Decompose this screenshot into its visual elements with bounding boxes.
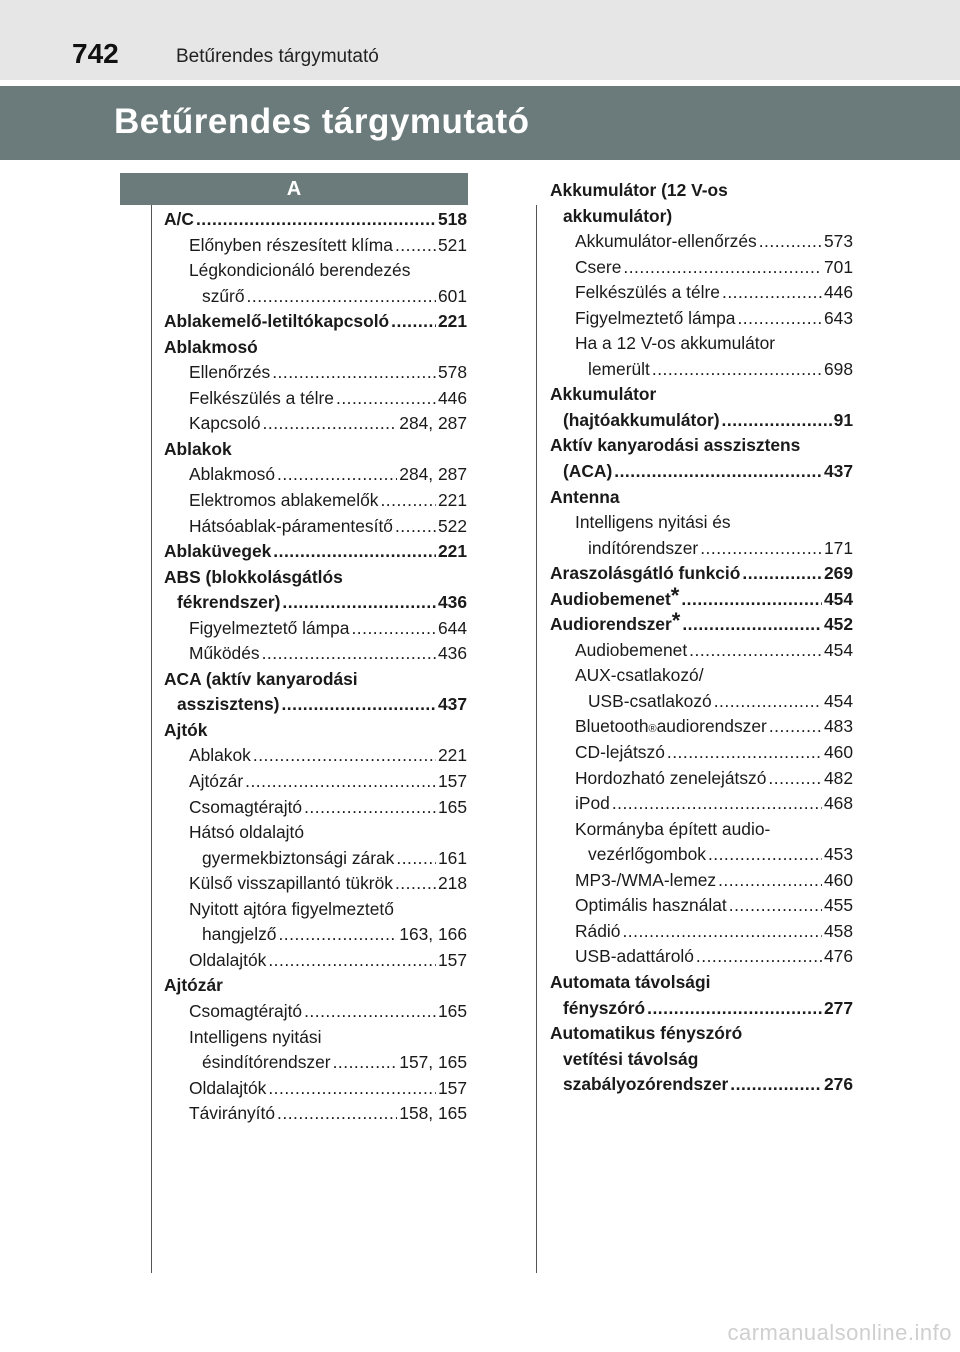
page-reference: 483 bbox=[823, 716, 853, 737]
index-term: Elektromos ablakemelők bbox=[189, 490, 379, 511]
index-term: hangjelző bbox=[202, 924, 277, 945]
page-reference: 436 bbox=[437, 643, 467, 664]
page-title: Betűrendes tárgymutató bbox=[114, 102, 530, 141]
index-entry bbox=[164, 922, 467, 948]
index-entry bbox=[164, 820, 467, 846]
index-term: Intelligens nyitási bbox=[189, 1026, 322, 1047]
index-term: fényszóró bbox=[563, 997, 646, 1018]
dot-leader bbox=[714, 689, 822, 715]
page-reference: 163, 166 bbox=[399, 924, 467, 945]
index-entry bbox=[550, 638, 853, 664]
dot-leader bbox=[759, 229, 822, 255]
page-reference: 573 bbox=[823, 231, 853, 252]
index-term: Kapcsoló bbox=[189, 413, 261, 434]
page-reference: 221 bbox=[437, 311, 467, 332]
index-term: AUX-csatlakozó/ bbox=[575, 665, 704, 686]
index-term: Audiobemenet bbox=[550, 588, 671, 609]
page-reference: 455 bbox=[823, 895, 853, 916]
index-term: Araszolásgátló funkció bbox=[550, 563, 741, 584]
index-entry bbox=[550, 842, 853, 868]
page-reference: 91 bbox=[833, 409, 853, 430]
page-reference: 158, 165 bbox=[399, 1103, 467, 1124]
index-term: gyermekbiztonsági zárak bbox=[202, 847, 395, 868]
index-entry bbox=[550, 791, 853, 817]
index-term: Ajtók bbox=[164, 719, 208, 740]
dot-leader bbox=[253, 743, 436, 769]
index-term: MP3-/WMA-lemez bbox=[575, 869, 717, 890]
index-term: Oldalajtók bbox=[189, 1077, 267, 1098]
dot-leader bbox=[667, 740, 822, 766]
dot-leader bbox=[681, 587, 822, 613]
index-term: ACA (aktív kanyarodási bbox=[164, 668, 358, 689]
index-term: fékrendszer) bbox=[177, 592, 281, 613]
dot-leader bbox=[262, 641, 436, 667]
index-entry bbox=[164, 667, 467, 693]
index-entry bbox=[164, 692, 467, 718]
index-entry bbox=[164, 641, 467, 667]
letter-section-heading: A bbox=[120, 173, 468, 205]
index-entry bbox=[550, 970, 853, 996]
index-term: CD-lejátszó bbox=[575, 742, 665, 763]
index-term: Ablakemelő-letiltókapcsoló bbox=[164, 311, 390, 332]
index-term: Audiobemenet bbox=[575, 639, 688, 660]
index-entry: Audiorendszer * ..... 452 bbox=[550, 612, 853, 638]
index-entry bbox=[550, 766, 853, 792]
page-reference: 458 bbox=[823, 920, 853, 941]
index-term: vezérlőgombok bbox=[588, 844, 706, 865]
index-entry bbox=[164, 437, 467, 463]
index-entry bbox=[164, 897, 467, 923]
index-term: vetítési távolság bbox=[563, 1048, 699, 1069]
index-term: Csomagtérajtó bbox=[189, 1000, 303, 1021]
index-entry bbox=[164, 846, 467, 872]
page-reference: 171 bbox=[823, 537, 853, 558]
index-entry bbox=[550, 1072, 853, 1098]
index-entry bbox=[164, 718, 467, 744]
page-reference: 453 bbox=[823, 844, 853, 865]
page-reference: 460 bbox=[823, 869, 853, 890]
index-entry: Bluetooth ® audiorendszer ..... 483 bbox=[550, 714, 853, 740]
dot-leader bbox=[268, 948, 436, 974]
page-reference: 454 bbox=[823, 588, 853, 609]
left-column-divider bbox=[151, 205, 152, 1273]
index-term: Automata távolsági bbox=[550, 971, 711, 992]
index-term: Bluetooth bbox=[575, 716, 649, 737]
index-term: asszisztens) bbox=[177, 694, 280, 715]
index-term: Légkondicionáló berendezés bbox=[189, 260, 411, 281]
dot-leader bbox=[769, 714, 822, 740]
dot-leader bbox=[737, 306, 822, 332]
index-entry bbox=[550, 561, 853, 587]
index-entry bbox=[164, 1076, 467, 1102]
index-entry bbox=[550, 740, 853, 766]
page-reference: 482 bbox=[823, 767, 853, 788]
index-entry bbox=[164, 795, 467, 821]
index-entry bbox=[164, 207, 467, 233]
index-term: USB-csatlakozó bbox=[588, 690, 712, 711]
index-entry bbox=[550, 663, 853, 689]
index-entry bbox=[550, 510, 853, 536]
index-entry bbox=[550, 944, 853, 970]
page-reference: 476 bbox=[823, 946, 853, 967]
page-reference: 452 bbox=[823, 614, 853, 635]
dot-leader bbox=[696, 944, 822, 970]
index-entry bbox=[550, 919, 853, 945]
index-term: USB-adattároló bbox=[575, 946, 694, 967]
dot-leader bbox=[277, 1101, 397, 1127]
page-reference: 698 bbox=[823, 358, 853, 379]
dot-leader bbox=[682, 612, 822, 638]
page-reference: 157 bbox=[437, 949, 467, 970]
index-entry bbox=[550, 689, 853, 715]
index-term: Akkumulátor (12 V-os bbox=[550, 180, 728, 200]
dot-leader bbox=[718, 868, 822, 894]
dot-leader bbox=[277, 462, 397, 488]
index-entry bbox=[164, 258, 467, 284]
dot-leader bbox=[742, 561, 822, 587]
page-reference: 284, 287 bbox=[399, 413, 467, 434]
index-term: Aktív kanyarodási asszisztens bbox=[550, 435, 801, 456]
index-term: Felkészülés a télre bbox=[575, 282, 720, 303]
index-term: Távirányító bbox=[189, 1103, 276, 1124]
dot-leader bbox=[722, 280, 822, 306]
dot-leader bbox=[612, 791, 822, 817]
dot-leader bbox=[614, 459, 822, 485]
index-entry bbox=[164, 284, 467, 310]
dot-leader bbox=[247, 284, 436, 310]
index-term: Rádió bbox=[575, 920, 621, 941]
page-reference: 454 bbox=[823, 639, 853, 660]
index-entry bbox=[550, 280, 853, 306]
dot-leader bbox=[351, 616, 436, 642]
index-entry bbox=[550, 817, 853, 843]
dot-leader bbox=[268, 1076, 436, 1102]
index-entry bbox=[164, 1050, 467, 1076]
page-reference: 701 bbox=[823, 256, 853, 277]
index-entry bbox=[550, 306, 853, 332]
index-term: Ablakok bbox=[189, 745, 251, 766]
index-entry bbox=[164, 616, 467, 642]
index-entry bbox=[550, 178, 853, 204]
index-entry bbox=[550, 1047, 853, 1073]
index-term: Ablakmosó bbox=[164, 336, 258, 357]
page-reference: 437 bbox=[437, 694, 467, 715]
index-term: A/C bbox=[164, 209, 194, 229]
top-header-bar bbox=[0, 0, 960, 80]
dot-leader bbox=[304, 795, 436, 821]
index-term: Ha a 12 V-os akkumulátor bbox=[575, 333, 776, 354]
index-term: szűrő bbox=[202, 285, 245, 306]
dot-leader bbox=[729, 893, 822, 919]
index-entry bbox=[550, 229, 853, 255]
index-term: ésindítórendszer bbox=[202, 1052, 331, 1073]
page-reference: 644 bbox=[437, 617, 467, 638]
dot-leader bbox=[395, 233, 436, 259]
dot-leader bbox=[396, 846, 436, 872]
index-entry bbox=[550, 255, 853, 281]
page-reference: 521 bbox=[437, 234, 467, 255]
index-entry bbox=[550, 408, 853, 434]
page-reference: 221 bbox=[437, 541, 467, 562]
index-entry bbox=[550, 1021, 853, 1047]
dot-leader bbox=[304, 999, 436, 1025]
index-entry bbox=[550, 433, 853, 459]
page-reference: 643 bbox=[823, 307, 853, 328]
index-entry bbox=[164, 999, 467, 1025]
dot-leader bbox=[263, 411, 398, 437]
index-term: Ablakmosó bbox=[189, 464, 276, 485]
index-term: Nyitott ajtóra figyelmeztető bbox=[189, 898, 394, 919]
page-reference: 157, 165 bbox=[399, 1052, 467, 1073]
index-entry bbox=[550, 357, 853, 383]
index-entry: Audiobemenet * ..... 454 bbox=[550, 587, 853, 613]
title-band bbox=[0, 86, 960, 160]
dot-leader bbox=[273, 539, 436, 565]
index-column-left bbox=[164, 207, 467, 1127]
index-entry bbox=[164, 488, 467, 514]
page-reference: 269 bbox=[823, 563, 853, 584]
index-term: Működés bbox=[189, 643, 260, 664]
index-term: Akkumulátor bbox=[550, 384, 657, 405]
dot-leader bbox=[622, 919, 822, 945]
watermark: carmanualsonline.info bbox=[727, 1320, 952, 1345]
index-column-right bbox=[550, 178, 853, 1098]
page-reference: 446 bbox=[823, 282, 853, 303]
index-term: indítórendszer bbox=[588, 537, 699, 558]
index-entry bbox=[550, 868, 853, 894]
index-entry bbox=[164, 411, 467, 437]
index-term: Csere bbox=[575, 256, 622, 277]
page-reference: 437 bbox=[823, 461, 853, 482]
index-entry bbox=[164, 743, 467, 769]
index-term: iPod bbox=[575, 793, 610, 814]
index-entry bbox=[550, 485, 853, 511]
index-entry bbox=[164, 360, 467, 386]
index-term: Akkumulátor-ellenőrzés bbox=[575, 231, 757, 252]
index-term: Ablakok bbox=[164, 438, 232, 459]
page-reference: 601 bbox=[437, 285, 467, 306]
dot-leader bbox=[395, 871, 436, 897]
index-entry bbox=[164, 1101, 467, 1127]
index-term: Ablaküvegek bbox=[164, 541, 272, 562]
index-term: Oldalajtók bbox=[189, 949, 267, 970]
running-title: Betűrendes tárgymutató bbox=[176, 46, 379, 67]
page-reference: 221 bbox=[437, 745, 467, 766]
index-term: Intelligens nyitási és bbox=[575, 512, 731, 533]
center-column-divider bbox=[536, 205, 537, 1273]
index-term: Külső visszapillantó tükrök bbox=[189, 873, 393, 894]
index-entry bbox=[164, 233, 467, 259]
dot-leader bbox=[272, 360, 436, 386]
index-term: Optimális használat bbox=[575, 895, 727, 916]
dot-leader bbox=[700, 536, 822, 562]
dot-leader bbox=[730, 1072, 822, 1098]
page-reference: 218 bbox=[437, 873, 467, 894]
page-reference: 276 bbox=[823, 1074, 853, 1095]
dot-leader bbox=[708, 842, 822, 868]
page-reference: 468 bbox=[823, 793, 853, 814]
index-term: Hátsóablak-páramentesítő bbox=[189, 515, 393, 536]
index-term: Csomagtérajtó bbox=[189, 796, 303, 817]
index-term: (ACA) bbox=[563, 461, 613, 482]
dot-leader bbox=[652, 357, 822, 383]
dot-leader bbox=[380, 488, 436, 514]
page-reference: 454 bbox=[823, 690, 853, 711]
index-term: Hátsó oldalajtó bbox=[189, 822, 305, 843]
index-entry bbox=[164, 386, 467, 412]
page-reference: 460 bbox=[823, 742, 853, 763]
index-entry bbox=[164, 539, 467, 565]
page-reference: 446 bbox=[437, 387, 467, 408]
index-entry bbox=[550, 382, 853, 408]
index-term: Kormányba épített audio- bbox=[575, 818, 771, 839]
dot-leader bbox=[333, 1050, 398, 1076]
dot-leader bbox=[391, 309, 436, 335]
dot-leader bbox=[722, 408, 832, 434]
index-term: Ellenőrzés bbox=[189, 362, 271, 383]
dot-leader bbox=[281, 692, 436, 718]
index-entry bbox=[550, 893, 853, 919]
dot-leader bbox=[647, 996, 822, 1022]
index-entry bbox=[550, 331, 853, 357]
index-term: lemerült bbox=[588, 358, 650, 379]
index-term: Hordozható zenelejátszó bbox=[575, 767, 767, 788]
index-entry bbox=[164, 769, 467, 795]
index-term-suffix: audiorendszer bbox=[656, 716, 767, 737]
page-reference: 165 bbox=[437, 796, 467, 817]
page-reference: 157 bbox=[437, 771, 467, 792]
index-entry bbox=[164, 948, 467, 974]
index-term: Audiorendszer bbox=[550, 614, 672, 635]
page-reference: 221 bbox=[437, 490, 467, 511]
index-entry bbox=[164, 1025, 467, 1051]
index-entry bbox=[550, 536, 853, 562]
index-term: szabályozórendszer bbox=[563, 1074, 729, 1095]
dot-leader bbox=[395, 514, 436, 540]
dot-leader bbox=[623, 255, 822, 281]
index-entry bbox=[550, 996, 853, 1022]
index-entry bbox=[164, 871, 467, 897]
index-entry bbox=[550, 459, 853, 485]
page-reference: 157 bbox=[437, 1077, 467, 1098]
dot-leader bbox=[336, 386, 436, 412]
dot-leader bbox=[689, 638, 822, 664]
page-reference: 518 bbox=[437, 209, 467, 229]
index-term: Figyelmeztető lámpa bbox=[575, 307, 736, 328]
dot-leader bbox=[245, 769, 436, 795]
page-reference: 277 bbox=[823, 997, 853, 1018]
index-term: akkumulátor) bbox=[563, 205, 673, 226]
page-reference: 161 bbox=[437, 847, 467, 868]
index-entry bbox=[164, 514, 467, 540]
page-reference: 284, 287 bbox=[399, 464, 467, 485]
page-reference: 436 bbox=[437, 592, 467, 613]
page-number: 742 bbox=[72, 38, 119, 69]
index-term: Ajtózár bbox=[164, 975, 223, 996]
index-entry bbox=[164, 462, 467, 488]
index-entry bbox=[164, 590, 467, 616]
index-term: Felkészülés a télre bbox=[189, 387, 334, 408]
dot-leader bbox=[196, 207, 436, 233]
index-entry bbox=[164, 309, 467, 335]
index-term: Automatikus fényszóró bbox=[550, 1023, 743, 1044]
index-term: (hajtóakkumulátor) bbox=[563, 409, 720, 430]
index-entry bbox=[164, 335, 467, 361]
index-term: ABS (blokkolásgátlós bbox=[164, 566, 343, 587]
index-entry bbox=[164, 565, 467, 591]
dot-leader bbox=[768, 766, 822, 792]
page-reference: 165 bbox=[437, 1000, 467, 1021]
dot-leader bbox=[282, 590, 436, 616]
index-term: Figyelmeztető lámpa bbox=[189, 617, 350, 638]
page-reference: 522 bbox=[437, 515, 467, 536]
index-entry bbox=[164, 973, 467, 999]
page-reference: 578 bbox=[437, 362, 467, 383]
index-term: Antenna bbox=[550, 486, 620, 507]
dot-leader bbox=[278, 922, 397, 948]
index-term: Előnyben részesített klíma bbox=[189, 234, 393, 255]
index-entry bbox=[550, 204, 853, 230]
index-term: Ajtózár bbox=[189, 771, 244, 792]
